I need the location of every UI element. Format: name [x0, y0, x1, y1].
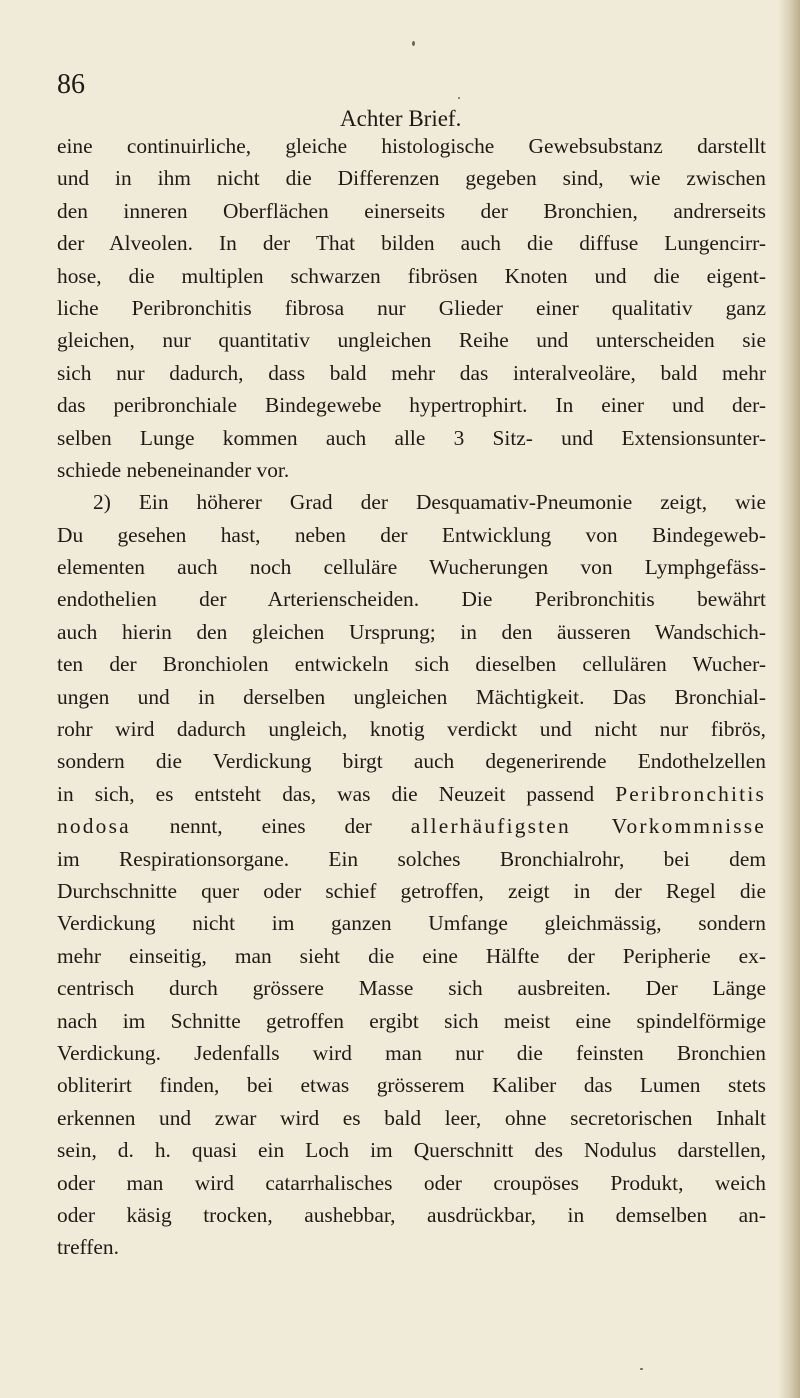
text-line: sondern die Verdickung birgt auch degenerirende Endothelzellen: [57, 749, 766, 774]
paragraph-1: [57, 130, 766, 486]
text-line: schiede nebeneinander vor.: [57, 457, 290, 482]
text-line: den inneren Oberflächen einerseits der Bronchien, andrerseits: [57, 198, 766, 223]
text-line: erkennen und zwar wird es bald leer, ohne secretorischen Inhalt: [57, 1105, 766, 1130]
text-line: [57, 778, 766, 810]
running-head: Achter Brief.: [340, 106, 462, 131]
text-line: Verdickung. Jedenfalls wird man nur die feinsten Bronchien: [57, 1040, 766, 1065]
text-line: centrisch durch grössere Masse sich ausbreiten. Der Länge: [57, 976, 766, 1001]
text-line: Durchschnitte quer oder schief getroffen, zeigt in der Regel die: [57, 878, 766, 903]
text-line: endothelien der Arterienscheiden. Die Peribronchitis bewährt: [57, 587, 766, 612]
text-line: rohr wird dadurch ungleich, knotig verdickt und nicht nur fibrös,: [57, 717, 766, 742]
page-edge-shadow: [778, 0, 800, 1398]
text-line: sich nur dadurch, dass bald mehr das interalveoläre, bald mehr: [57, 360, 766, 385]
text-line: mehr einseitig, man sieht die eine Hälfte der Peripherie ex-: [57, 943, 766, 968]
text-line: und in ihm nicht die Differenzen gegeben sind, wie zwischen: [57, 166, 766, 191]
text-line: ten der Bronchiolen entwickeln sich dieselben cellulären Wucher-: [57, 652, 766, 677]
text-line: [57, 810, 766, 842]
emphasized-term: allerhäufigsten Vorkommnisse: [410, 814, 766, 839]
text-line: gleichen, nur quantitativ ungleichen Reihe und unterscheiden sie: [57, 328, 766, 353]
text-line: oder man wird catarrhalisches oder croupöses Produkt, weich: [57, 1170, 766, 1195]
text-line: nach im Schnitte getroffen ergibt sich meist eine spindelförmige: [57, 1008, 766, 1033]
text-line: sein, d. h. quasi ein Loch im Querschnitt des Nodulus darstellen,: [57, 1138, 766, 1163]
text-line: auch hierin den gleichen Ursprung; in den äusseren Wandschich-: [57, 619, 766, 644]
text-line: 2) Ein höherer Grad der Desquamativ-Pneumonie zeigt, wie: [93, 490, 766, 515]
text-line: liche Peribronchitis fibrosa nur Glieder einer qualitativ ganz: [57, 295, 766, 320]
text-line: der Alveolen. In der That bilden auch die diffuse Lungencirr-: [57, 231, 766, 256]
text-line: obliterirt finden, bei etwas grösserem Kaliber das Lumen stets: [57, 1073, 766, 1098]
text-run: in sich, es entsteht das, was die Neuzeit passend: [57, 781, 616, 806]
text-run: nennt, eines der: [130, 814, 411, 839]
emphasized-term: Peribronchitis: [615, 781, 766, 806]
paragraph-2: [57, 486, 766, 1263]
print-speck: [458, 97, 460, 99]
text-line: hose, die multiplen schwarzen fibrösen Knoten und die eigent-: [57, 263, 766, 288]
text-line: ungen und in derselben ungleichen Mächtigkeit. Das Bronchial-: [57, 684, 766, 709]
text-line: selben Lunge kommen auch alle 3 Sitz- und Extensionsunter-: [57, 425, 766, 450]
text-line: treffen.: [57, 1235, 119, 1260]
text-line: oder käsig trocken, aushebbar, ausdrückbar, in demselben an-: [57, 1202, 766, 1227]
print-speck: [640, 1368, 643, 1370]
text-line: eine continuirliche, gleiche histologische Gewebsubstanz darstellt: [57, 134, 766, 158]
text-line: Du gesehen hast, neben der Entwicklung von Bindegeweb-: [57, 522, 766, 547]
text-line: das peribronchiale Bindegewebe hypertrophirt. In einer und der-: [57, 393, 766, 418]
print-speck: [412, 41, 415, 46]
page-number: 86: [57, 69, 85, 100]
text-line: elementen auch noch celluläre Wucherungen von Lymphgefäss-: [57, 555, 766, 580]
emphasized-term: nodosa: [57, 814, 131, 839]
text-line: im Respirationsorgane. Ein solches Bronchialrohr, bei dem: [57, 846, 766, 871]
text-line: Verdickung nicht im ganzen Umfange gleichmässig, sondern: [57, 911, 766, 936]
body-text: [57, 130, 766, 1264]
